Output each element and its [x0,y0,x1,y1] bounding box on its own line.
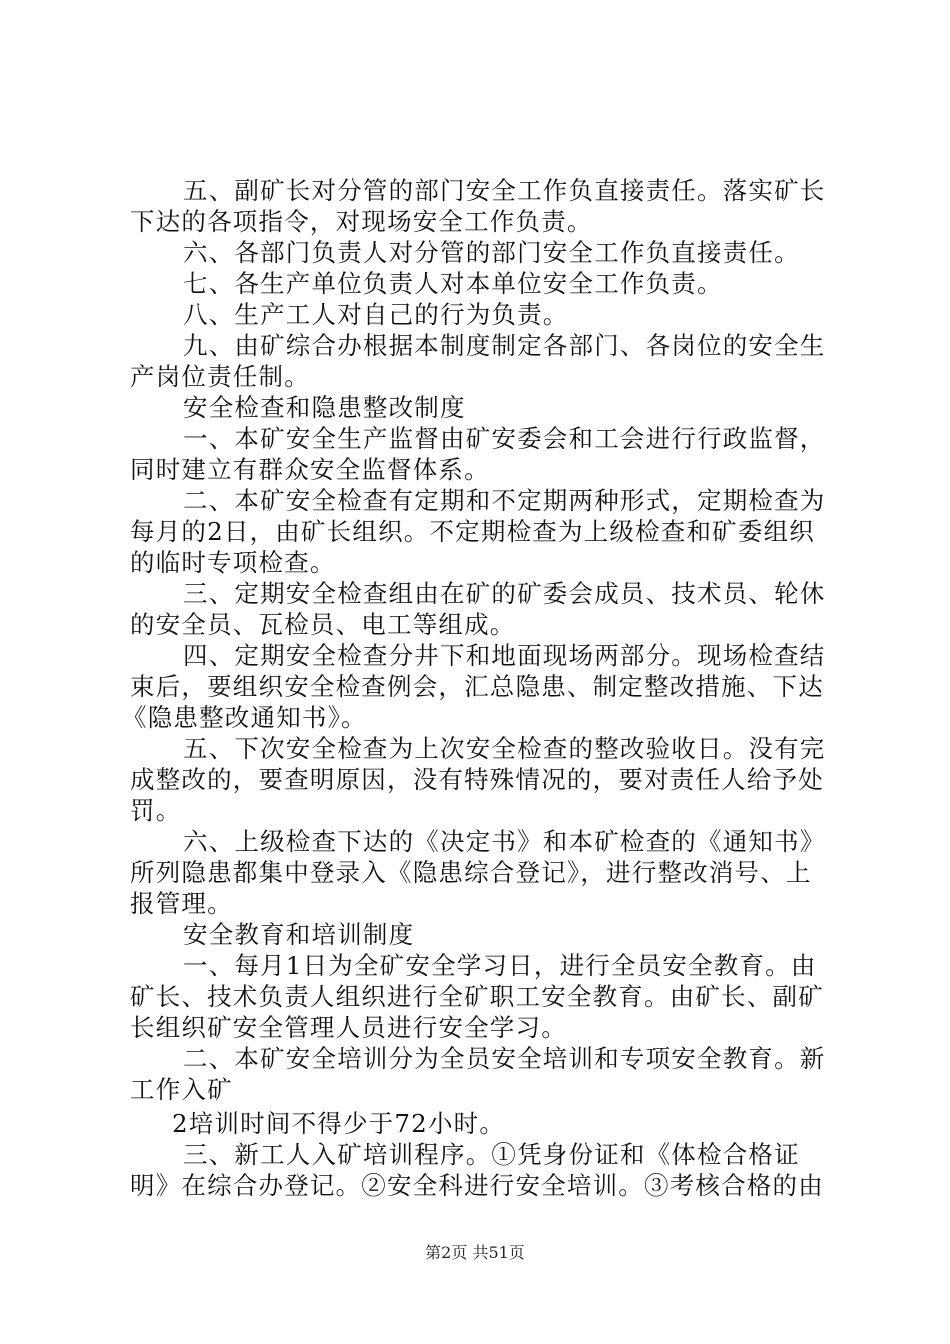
text-line: 成整改的，要查明原因，没有特殊情况的，要对责任人给予处 [130,765,824,794]
text-line: 所列隐患都集中登录入《隐患综合登记》，进行整改消号、上 [130,858,812,887]
text-line: 下达的各项指令，对现场安全工作负责。 [130,207,593,236]
text-line: 一、本矿安全生产监督由矿安委会和工会进行行政监督， [183,424,826,453]
section-heading: 安全教育和培训制度 [183,920,415,949]
text-line: 四、定期安全检查分井下和地面现场两部分。现场检查结 [183,641,826,670]
text-line: 三、定期安全检查组由在矿的矿委会成员、技术员、轮休 [183,579,826,608]
text-line: 一、每月1日为全矿安全学习日，进行全员安全教育。由 [183,951,817,980]
text-line: 明》在综合办登记。②安全科进行安全培训。③考核合格的由 [130,1171,824,1200]
text-line: 五、副矿长对分管的部门安全工作负直接责任。落实矿长 [183,176,826,205]
text-line: 二、本矿安全培训分为全员安全培训和专项安全教育。新 [183,1044,826,1073]
text-line: 三、新工人入矿培训程序。①凭身份证和《体检合格证 [183,1140,800,1169]
text-line: 六、上级检查下达的《决定书》和本矿检查的《通知书》 [183,827,826,856]
text-line: 的临时专项检查。 [130,548,336,577]
text-line: 工作入矿 [130,1075,233,1104]
text-line: 九、由矿综合办根据本制度制定各部门、各岗位的安全生 [183,331,826,360]
text-line: 二、本矿安全检查有定期和不定期两种形式，定期检查为 [183,486,826,515]
text-line: 同时建立有群众安全监督体系。 [130,455,490,484]
text-line: 2培训时间不得少于72小时。 [172,1109,506,1138]
text-line: 的安全员、瓦检员、电工等组成。 [130,610,516,639]
text-line: 报管理。 [130,889,233,918]
text-line: 矿长、技术负责人组织进行全矿职工安全教育。由矿长、副矿 [130,982,824,1011]
text-line: 长组织矿安全管理人员进行安全学习。 [130,1013,567,1042]
text-line: 产岗位责任制。 [130,362,310,391]
text-line: 每月的2日，由矿长组织。不定期检查为上级检查和矿委组织 [130,517,815,546]
text-line: 《隐患整改通知书》。 [122,703,367,732]
text-line: 八、生产工人对自己的行为负责。 [183,300,569,329]
section-heading: 安全检查和隐患整改制度 [183,393,466,422]
page-number-footer: 第2页 共51页 [425,1243,525,1262]
text-line: 六、各部门负责人对分管的部门安全工作负直接责任。 [183,238,800,267]
text-line: 七、各生产单位负责人对本单位安全工作负责。 [183,269,723,298]
text-line: 罚。 [130,796,182,825]
text-line: 束后，要组织安全检查例会，汇总隐患、制定整改措施、下达 [130,672,824,701]
text-line: 五、下次安全检查为上次安全检查的整改验收日。没有完 [183,734,826,763]
